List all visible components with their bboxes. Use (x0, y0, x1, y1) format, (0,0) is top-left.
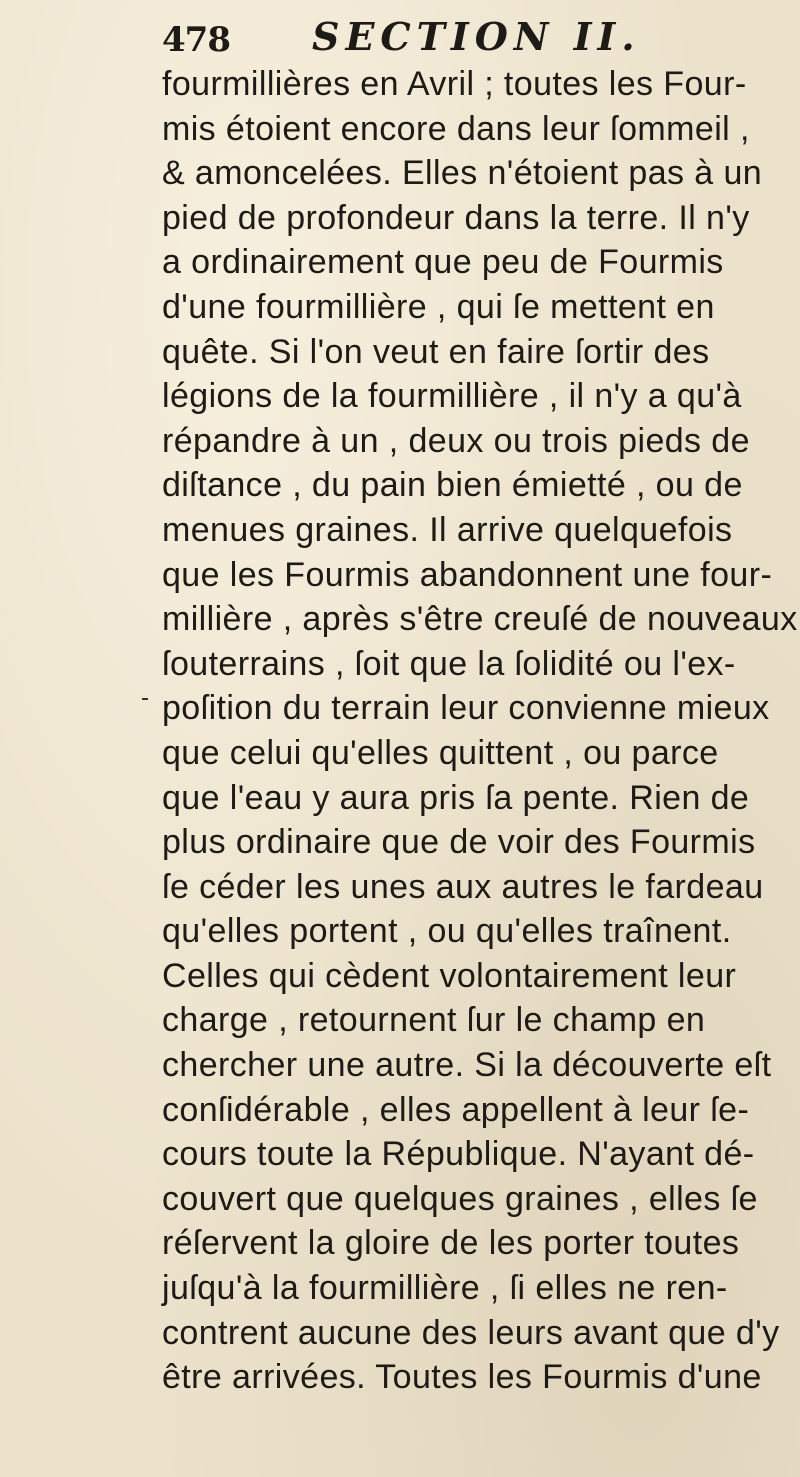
text-line: plus ordinaire que de voir des Fourmis (162, 823, 756, 862)
body-text (162, 62, 800, 1400)
text-line: chercher une autre. Si la découverte eſt (162, 1046, 772, 1085)
page-header (162, 14, 762, 66)
text-line: légions de la fourmillière , il n'y a qu'à (162, 377, 742, 416)
text-line: que l'eau y aura pris ſa pente. Rien de (162, 778, 750, 817)
text-line: répandre à un , deux ou trois pieds de (162, 421, 750, 460)
text-line: mis étoient encore dans leur ſommeil , (162, 109, 750, 148)
text-line: cours toute la République. N'ayant dé- (162, 1135, 755, 1174)
running-head: SECTION II. (312, 14, 641, 59)
text-line: contrent aucune des leurs avant que d'y (162, 1313, 780, 1352)
page-number: 478 (162, 20, 230, 60)
text-line: poſition du terrain leur convienne mieux (162, 689, 770, 728)
text-line: charge , retournent ſur le champ en (162, 1001, 706, 1040)
text-line: être arrivées. Toutes les Fourmis d'une (162, 1358, 762, 1397)
text-line: quête. Si l'on veut en faire ſortir des (162, 332, 710, 371)
text-line: conſidérable , elles appellent à leur ſe- (162, 1090, 750, 1129)
text-line: qu'elles portent , ou qu'elles traînent. (162, 912, 732, 951)
margin-mark (142, 698, 148, 700)
text-line: réſervent la gloire de les porter toutes (162, 1224, 740, 1263)
text-line: que celui qu'elles quittent , ou parce (162, 733, 719, 772)
text-line: Celles qui cèdent volontairement leur (162, 956, 737, 995)
text-line: juſqu'à la fourmillière , ſi elles ne ren- (162, 1269, 728, 1308)
text-line: millière , après s'être creuſé de nouveaux (162, 600, 798, 639)
text-line: a ordinairement que peu de Fourmis (162, 243, 724, 282)
text-line: pied de profondeur dans la terre. Il n'y (162, 198, 750, 237)
text-line: ſouterrains , ſoit que la ſolidité ou l'ex- (162, 644, 736, 683)
text-line: ſe céder les unes aux autres le fardeau (162, 867, 764, 906)
text-line: diſtance , du pain bien émietté , ou de (162, 466, 743, 505)
text-line: d'une fourmillière , qui ſe mettent en (162, 287, 715, 326)
text-line: fourmillières en Avril ; toutes les Four- (162, 65, 747, 103)
text-line: & amoncelées. Elles n'étoient pas à un (162, 154, 763, 193)
text-line: couvert que quelques graines , elles ſe (162, 1179, 758, 1218)
text-line: menues graines. Il arrive quelquefois (162, 510, 733, 549)
text-line: que les Fourmis abandonnent une four- (162, 555, 773, 594)
